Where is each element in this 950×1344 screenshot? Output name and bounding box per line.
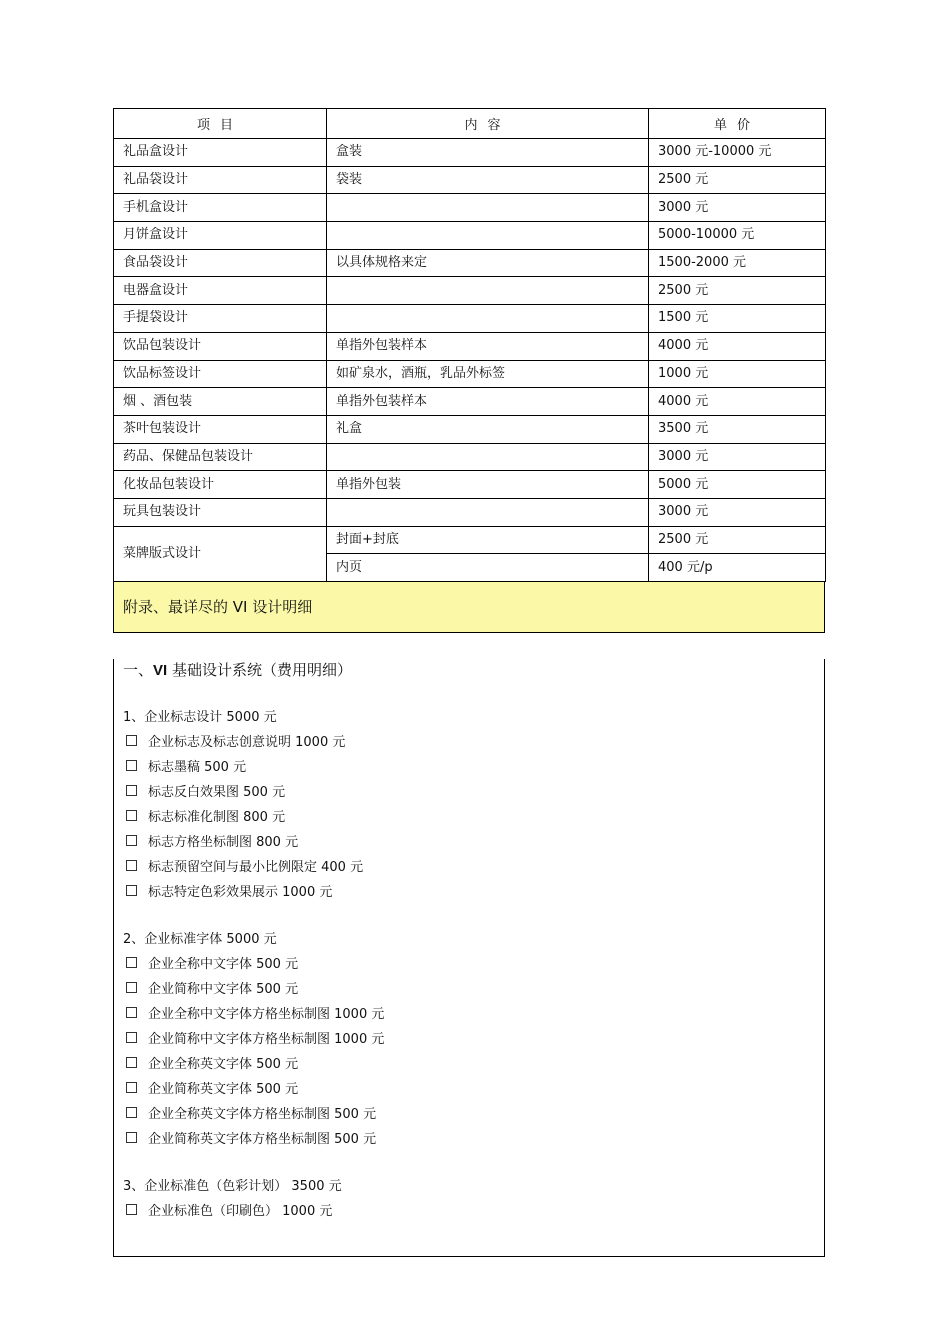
checklist-item (123, 1052, 824, 1077)
checklist-item-label: 企业全称英文字体方格坐标制图 500 元 (148, 1107, 377, 1122)
checklist-item-label: 企业全称英文字体 500 元 (148, 1057, 299, 1072)
checkbox-icon[interactable] (126, 1107, 137, 1118)
cell-content: 盒装 (327, 139, 649, 167)
cell-item: 礼品盒设计 (114, 139, 327, 167)
checklist-item-label: 企业全称中文字体 500 元 (148, 957, 299, 972)
checkbox-icon[interactable] (126, 1007, 137, 1018)
cell-price: 1500-2000 元 (649, 249, 826, 277)
checklist-item (123, 1027, 824, 1052)
cell-content: 封面+封底 (327, 526, 649, 554)
cell-content (327, 277, 649, 305)
cell-content (327, 305, 649, 333)
cell-price: 5000-10000 元 (649, 222, 826, 250)
table-row (114, 166, 826, 194)
cell-content: 以具体规格来定 (327, 249, 649, 277)
checklist-item-label: 标志特定色彩效果展示 1000 元 (148, 885, 333, 900)
checklist-item-label: 企业标准色（印刷色） 1000 元 (148, 1204, 333, 1219)
checklist-item-label: 标志标准化制图 800 元 (148, 810, 286, 825)
cell-item: 饮品包装设计 (114, 332, 327, 360)
cell-content (327, 194, 649, 222)
checklist-item (123, 1002, 824, 1027)
checklist-item (123, 730, 824, 755)
cell-price: 3000 元 (649, 443, 826, 471)
checkbox-icon[interactable] (126, 1082, 137, 1093)
vi-section (113, 659, 825, 1257)
cell-item: 手提袋设计 (114, 305, 327, 333)
checklist-item (123, 805, 824, 830)
checklist-item-label: 企业全称中文字体方格坐标制图 1000 元 (148, 1007, 385, 1022)
checklist-item (123, 830, 824, 855)
cell-content: 单指外包装样本 (327, 388, 649, 416)
checkbox-icon[interactable] (126, 1032, 137, 1043)
checklist-item-label: 企业简称英文字体 500 元 (148, 1082, 299, 1097)
cell-price: 4000 元 (649, 332, 826, 360)
vi-group-heading: 1、企业标志设计 5000 元 (123, 710, 277, 725)
vi-group-heading: 2、企业标准字体 5000 元 (123, 932, 277, 947)
cell-item: 药品、保健品包装设计 (114, 443, 327, 471)
checkbox-icon[interactable] (126, 810, 137, 821)
table-row (114, 305, 826, 333)
checkbox-icon[interactable] (126, 957, 137, 968)
table-row (114, 415, 826, 443)
checkbox-icon[interactable] (126, 1057, 137, 1068)
cell-price: 4000 元 (649, 388, 826, 416)
checkbox-icon[interactable] (126, 760, 137, 771)
cell-item: 菜牌版式设计 (114, 526, 327, 581)
checklist-item-label: 标志墨稿 500 元 (148, 760, 247, 775)
checklist-item (123, 1127, 824, 1152)
checklist-item (123, 1102, 824, 1127)
header-item: 项目 (114, 109, 327, 139)
vi-groups (123, 705, 824, 1224)
header-content: 内容 (327, 109, 649, 139)
checkbox-icon[interactable] (126, 1204, 137, 1215)
checklist-item-label: 企业标志及标志创意说明 1000 元 (148, 735, 346, 750)
vi-group (123, 927, 824, 1152)
cell-item: 化妆品包装设计 (114, 471, 327, 499)
cell-item: 礼品袋设计 (114, 166, 327, 194)
table-row (114, 277, 826, 305)
cell-price: 5000 元 (649, 471, 826, 499)
table-row (114, 139, 826, 167)
checkbox-icon[interactable] (126, 885, 137, 896)
document-page (113, 108, 825, 1257)
cell-price: 2500 元 (649, 526, 826, 554)
vi-group-heading: 3、企业标准色（色彩计划） 3500 元 (123, 1179, 342, 1194)
checklist-item (123, 855, 824, 880)
vi-group (123, 1174, 824, 1224)
cell-price: 3000 元 (649, 194, 826, 222)
cell-content: 如矿泉水，酒瓶，乳品外标签 (327, 360, 649, 388)
table-row (114, 222, 826, 250)
table-row-menu (114, 526, 826, 554)
header-price: 单价 (649, 109, 826, 139)
vi-group (123, 705, 824, 905)
cell-item: 食品袋设计 (114, 249, 327, 277)
checklist-item (123, 1077, 824, 1102)
checklist-item (123, 880, 824, 905)
checklist-item (123, 977, 824, 1002)
checklist-item-label: 企业简称中文字体方格坐标制图 1000 元 (148, 1032, 385, 1047)
checkbox-icon[interactable] (126, 785, 137, 796)
cell-price: 2500 元 (649, 166, 826, 194)
checklist-item (123, 780, 824, 805)
cell-item: 手机盒设计 (114, 194, 327, 222)
cell-content (327, 222, 649, 250)
cell-content: 袋装 (327, 166, 649, 194)
table-row (114, 360, 826, 388)
cell-price: 3000 元 (649, 498, 826, 526)
cell-price: 400 元/p (649, 554, 826, 582)
cell-content (327, 443, 649, 471)
cell-content: 内页 (327, 554, 649, 582)
checklist-item-label: 标志预留空间与最小比例限定 400 元 (148, 860, 364, 875)
checkbox-icon[interactable] (126, 735, 137, 746)
cell-content (327, 498, 649, 526)
table-row (114, 498, 826, 526)
checkbox-icon[interactable] (126, 860, 137, 871)
appendix-heading: 附录、最详尽的 VI 设计明细 (113, 582, 825, 633)
checkbox-icon[interactable] (126, 982, 137, 993)
table-header-row (114, 109, 826, 139)
cell-item: 饮品标签设计 (114, 360, 327, 388)
table-row (114, 471, 826, 499)
checklist-item-label: 企业简称中文字体 500 元 (148, 982, 299, 997)
checklist-item-label: 标志反白效果图 500 元 (148, 785, 286, 800)
cell-price: 1000 元 (649, 360, 826, 388)
table-row (114, 194, 826, 222)
cell-price: 2500 元 (649, 277, 826, 305)
vi-section-title: 一、VI 基础设计系统（费用明细） (123, 661, 352, 679)
table-row (114, 249, 826, 277)
price-table (113, 108, 826, 582)
checkbox-icon[interactable] (126, 1132, 137, 1143)
cell-item: 玩具包装设计 (114, 498, 327, 526)
cell-item: 电器盒设计 (114, 277, 327, 305)
table-row (114, 388, 826, 416)
cell-item: 茶叶包装设计 (114, 415, 327, 443)
checklist-item-label: 标志方格坐标制图 800 元 (148, 835, 299, 850)
checklist-item (123, 1199, 824, 1224)
cell-content: 礼盒 (327, 415, 649, 443)
cell-content: 单指外包装 (327, 471, 649, 499)
cell-price: 3500 元 (649, 415, 826, 443)
checklist-item (123, 755, 824, 780)
cell-price: 1500 元 (649, 305, 826, 333)
cell-price: 3000 元-10000 元 (649, 139, 826, 167)
checklist-item (123, 952, 824, 977)
table-row (114, 443, 826, 471)
table-row (114, 332, 826, 360)
cell-item: 月饼盒设计 (114, 222, 327, 250)
checklist-item-label: 企业简称英文字体方格坐标制图 500 元 (148, 1132, 377, 1147)
cell-content: 单指外包装样本 (327, 332, 649, 360)
cell-item: 烟 、酒包装 (114, 388, 327, 416)
checkbox-icon[interactable] (126, 835, 137, 846)
